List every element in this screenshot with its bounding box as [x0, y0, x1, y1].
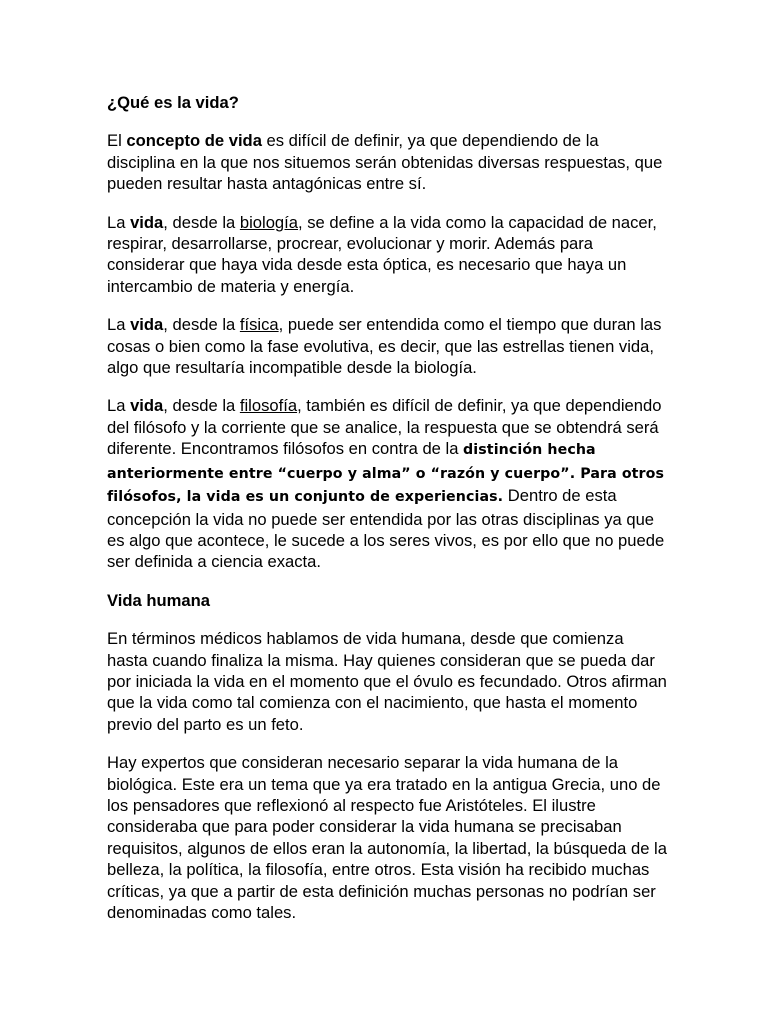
text-run: , también es difícil de definir, ya que dependiendo del filósofo y la corriente que se analice, la respuesta que se obtendrá será diferente. Encontramos filósofos en contra de la	[107, 396, 662, 459]
underlined-term-filosofia: filosofía	[239, 396, 298, 416]
text-run: La	[107, 396, 131, 416]
bold-term-vida: vida	[130, 396, 164, 416]
bold-term-vida: vida	[130, 212, 164, 232]
document-body	[107, 92, 667, 940]
text-run: , puede ser entendida como el tiempo que duran las cosas o bien como la fase evolutiva, es decir, que las estrellas tienen vida, algo que resultaría incompatible desde la biología.	[107, 315, 662, 378]
section-heading-vida-humana: Vida humana	[107, 590, 210, 610]
text-run: Dentro de esta concepción la vida no puede ser entendida por las otras disciplinas ya que es algo que acontece, le sucede a los seres vivos, es por ello que no puede ser definida a ciencia exacta.	[107, 486, 665, 572]
paragraph-vida-humana-medica: En términos médicos hablamos de vida humana, desde que comienza hasta cuando finaliza la misma. Hay quienes consideran que se pueda dar por iniciada la vida en el momento que el óvulo es fecundado. Otros afirman que la vida como tal comienza con el nacimiento, que hasta el momento previo del parto es un feto.	[107, 629, 667, 734]
underlined-term-fisica: física	[239, 315, 279, 335]
underlined-term-biologia: biología	[239, 212, 299, 232]
text-run: , desde la	[163, 212, 240, 232]
text-run: El	[107, 131, 127, 151]
text-run: La	[107, 315, 131, 335]
text-run: La	[107, 212, 131, 232]
text-run: , desde la	[163, 315, 240, 335]
text-run: , se define a la vida como la capacidad de nacer, respirar, desarrollarse, procrear, evolucionar y morir. Además para considerar que haya vida desde esta óptica, es necesario que haya un intercambio de materia y energía.	[107, 212, 657, 296]
paragraph-concepto-de-vida	[107, 130, 667, 194]
bold-term-vida: vida	[130, 315, 164, 335]
paragraph-fisica	[107, 314, 667, 378]
text-run: es difícil de definir, ya que dependiendo de la disciplina en la que nos situemos serán obtenidas diversas respuestas, que pueden resultar hasta antagónicas entre sí.	[107, 131, 663, 194]
text-run: , desde la	[163, 396, 240, 416]
paragraph-biologia	[107, 212, 667, 298]
paragraph-vida-humana-biologica: Hay expertos que consideran necesario separar la vida humana de la biológica. Este era un tema que ya era tratado en la antigua Grecia, uno de los pensadores que reflexionó al respecto fue Aristóteles. El ilustre consideraba que para poder considerar la vida humana se precisaban requisitos, algunos de ellos eran la autonomía, la libertad, la búsqueda de la belleza, la política, la filosofía, entre otros. Esta visión ha recibido muchas críticas, ya que a partir de esta definición muchas personas no podrían ser denominadas como tales.	[107, 753, 667, 922]
highlighted-quote-text: distinción hecha anteriormente entre “cuerpo y alma” o “razón y cuerpo”. Para otros filósofos, la vida es un conjunto de experiencias.	[107, 442, 665, 506]
document-title: ¿Qué es la vida?	[107, 93, 239, 112]
paragraph-filosofia	[107, 395, 667, 572]
bold-term-concepto-de-vida: concepto de vida	[126, 131, 262, 151]
